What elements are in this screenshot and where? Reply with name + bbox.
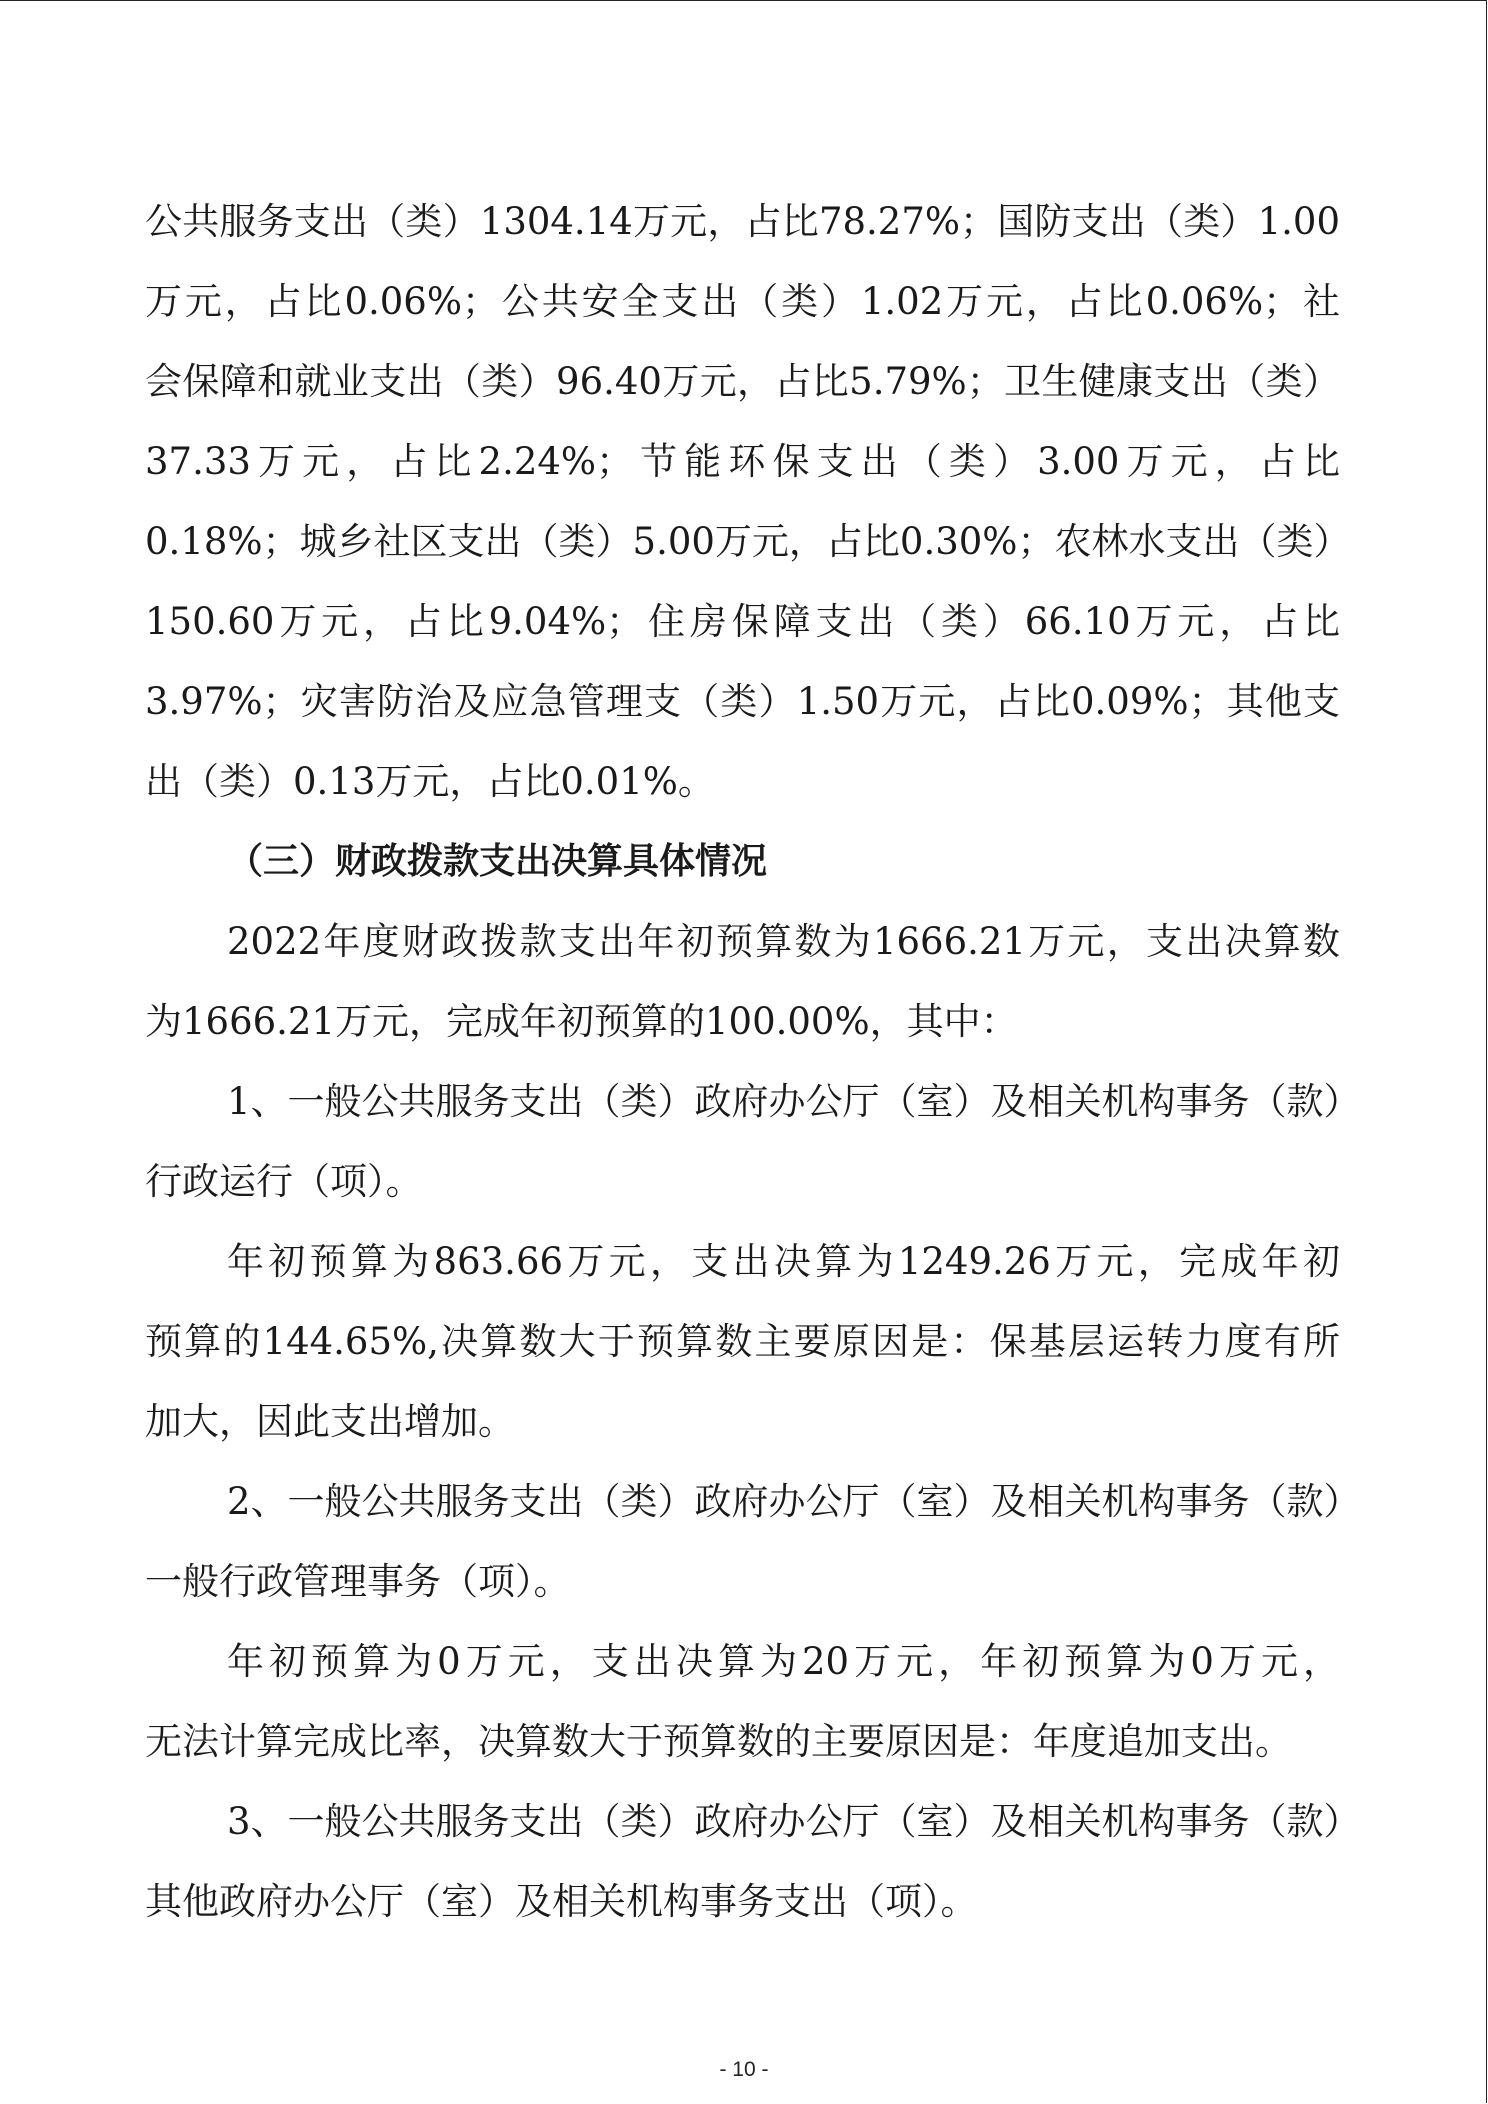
item-1-title <box>145 1062 1361 1222</box>
item-2-detail <box>145 1622 1340 1782</box>
paragraph-line: 2022年度财政拨款支出年初预算数为1666.21万元，支出决算数 <box>227 920 1340 963</box>
paragraph-line: 会保障和就业支出（类）96.40万元，占比5.79%；卫生健康支出（类） <box>145 360 1340 403</box>
paragraph-line: 150.60万元，占比9.04%；住房保障支出（类）66.10万元，占比 <box>145 600 1340 643</box>
paragraph-line: 37.33万元，占比2.24%；节能环保支出（类）3.00万元，占比 <box>145 440 1340 483</box>
document-body <box>145 182 1361 1942</box>
paragraph-line: 1、一般公共服务支出（类）政府办公厅（室）及相关机构事务（款） <box>227 1080 1361 1123</box>
item-3-title <box>145 1782 1361 1942</box>
paragraph-line: 公共服务支出（类）1304.14万元，占比78.27%；国防支出（类）1.00 <box>145 200 1340 243</box>
section-heading: （三）财政拨款支出决算具体情况 <box>227 841 768 882</box>
paragraph-line: 3.97%；灾害防治及应急管理支（类）1.50万元，占比0.09%；其他支 <box>145 680 1340 723</box>
paragraph-line: 其他政府办公厅（室）及相关机构事务支出（项）。 <box>145 1880 978 1923</box>
paragraph-line: 0.18%；城乡社区支出（类）5.00万元，占比0.30%；农林水支出（类） <box>145 520 1351 563</box>
page-number: - 10 - <box>719 2058 769 2081</box>
paragraph-line: 出（类）0.13万元，占比0.01%。 <box>145 760 715 803</box>
paragraph-line: 年初预算为0万元，支出决算为20万元，年初预算为0万元， <box>227 1640 1340 1683</box>
paragraph-line: 年初预算为863.66万元，支出决算为1249.26万元，完成年初 <box>227 1240 1340 1283</box>
item-2-title <box>145 1462 1361 1622</box>
expenditure-breakdown-paragraph <box>145 182 1351 822</box>
paragraph-line: 2、一般公共服务支出（类）政府办公厅（室）及相关机构事务（款） <box>227 1480 1361 1523</box>
paragraph-line: 加大，因此支出增加。 <box>145 1400 515 1443</box>
paragraph-line: 行政运行（项）。 <box>145 1160 423 1203</box>
paragraph-line: 无法计算完成比率，决算数大于预算数的主要原因是：年度追加支出。 <box>145 1720 1292 1763</box>
paragraph-line: 预算的144.65%,决算数大于预算数主要原因是：保基层运转力度有所 <box>145 1320 1340 1363</box>
paragraph-line: 万元，占比0.06%；公共安全支出（类）1.02万元，占比0.06%；社 <box>145 280 1340 323</box>
item-1-detail <box>145 1222 1340 1462</box>
budget-summary-paragraph <box>145 902 1340 1062</box>
paragraph-line: 为1666.21万元，完成年初预算的100.00%，其中： <box>145 1000 1018 1043</box>
paragraph-line: 一般行政管理事务（项）。 <box>145 1560 571 1603</box>
paragraph-line: 3、一般公共服务支出（类）政府办公厅（室）及相关机构事务（款） <box>227 1800 1361 1843</box>
